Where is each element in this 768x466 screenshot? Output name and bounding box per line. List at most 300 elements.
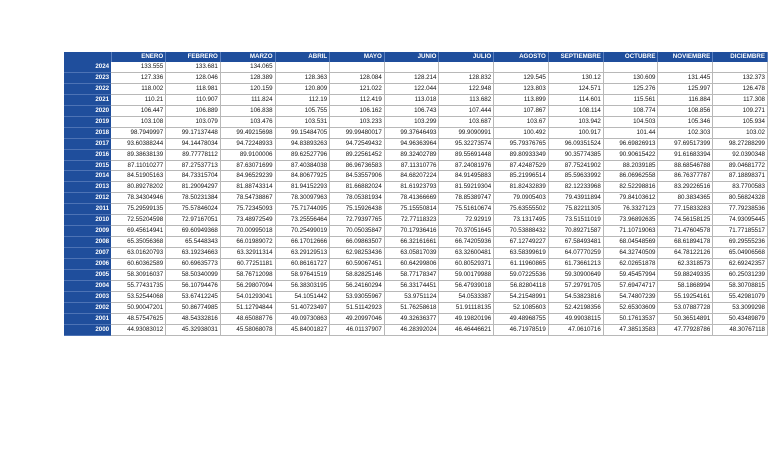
table-cell[interactable]: 65.04906568 (713, 248, 768, 259)
table-cell[interactable]: 50.17613537 (603, 313, 658, 324)
table-cell[interactable]: 47.38513583 (603, 324, 658, 335)
table-cell[interactable]: 58.30708815 (713, 281, 768, 292)
table-cell[interactable]: 84.53557906 (330, 171, 385, 182)
table-cell[interactable]: 49.48968755 (494, 313, 549, 324)
table-cell[interactable]: 45.84001827 (275, 324, 330, 335)
table-cell[interactable]: 56.82804118 (494, 281, 549, 292)
table-cell[interactable]: 75.15550814 (384, 204, 439, 215)
table-cell[interactable]: 61.11960865 (494, 259, 549, 270)
table-cell[interactable]: 72.79397765 (330, 215, 385, 226)
table-cell[interactable]: 63.32600481 (439, 248, 494, 259)
column-header[interactable]: FEBRERO (166, 52, 221, 62)
table-cell[interactable]: 79.84103612 (603, 193, 658, 204)
table-cell[interactable]: 51.40723497 (275, 302, 330, 313)
table-cell[interactable]: 65.5448343 (166, 237, 221, 248)
table-cell[interactable]: 62.02651878 (603, 259, 658, 270)
table-cell[interactable]: 86.06962558 (603, 171, 658, 182)
table-cell[interactable]: 55.42981079 (713, 291, 768, 302)
table-cell[interactable]: 89.04681772 (713, 160, 768, 171)
table-cell[interactable]: 51.12794844 (220, 302, 275, 313)
table-cell[interactable]: 51.76258618 (384, 302, 439, 313)
table-cell[interactable]: 50.86774985 (166, 302, 221, 313)
row-header-year[interactable]: 2010 (64, 215, 111, 226)
table-cell[interactable]: 87.18898371 (713, 171, 768, 182)
table-cell[interactable]: 92.0390348 (713, 149, 768, 160)
table-cell[interactable]: 73.51511019 (548, 215, 603, 226)
table-cell[interactable]: 45.32938031 (166, 324, 221, 335)
table-cell[interactable]: 64.78122126 (658, 248, 713, 259)
table-cell[interactable]: 53.67412245 (166, 291, 221, 302)
row-header-year[interactable]: 2006 (64, 259, 111, 270)
row-header-year[interactable]: 2018 (64, 127, 111, 138)
row-header-year[interactable]: 2014 (64, 171, 111, 182)
table-cell[interactable]: 115.561 (603, 94, 658, 105)
table-cell[interactable]: 70.00995018 (220, 226, 275, 237)
table-cell[interactable] (494, 62, 549, 72)
table-cell[interactable]: 58.97641519 (275, 270, 330, 281)
table-cell[interactable]: 75.15926438 (330, 204, 385, 215)
table-cell[interactable]: 109.271 (713, 105, 768, 116)
table-cell[interactable]: 133.555 (111, 62, 166, 72)
table-cell[interactable]: 72.92919 (439, 215, 494, 226)
table-cell[interactable]: 78.41366669 (384, 193, 439, 204)
table-cell[interactable]: 103.687 (439, 116, 494, 127)
table-cell[interactable]: 83.29226516 (658, 182, 713, 193)
table-cell[interactable]: 107.867 (494, 105, 549, 116)
table-cell[interactable]: 62.69242357 (713, 259, 768, 270)
row-header-year[interactable]: 2023 (64, 72, 111, 83)
table-cell[interactable]: 128.214 (384, 72, 439, 83)
table-cell[interactable]: 94.83893263 (275, 138, 330, 149)
table-cell[interactable]: 111.824 (220, 94, 275, 105)
table-cell[interactable]: 70.25499019 (275, 226, 330, 237)
table-cell[interactable]: 112.419 (330, 94, 385, 105)
table-cell[interactable]: 62.98253436 (330, 248, 385, 259)
table-cell[interactable]: 122.044 (384, 83, 439, 94)
table-cell[interactable]: 103.233 (330, 116, 385, 127)
table-cell[interactable]: 110.907 (166, 94, 221, 105)
row-header-year[interactable]: 2007 (64, 248, 111, 259)
table-cell[interactable]: 125.997 (658, 83, 713, 94)
table-cell[interactable]: 118.002 (111, 83, 166, 94)
table-cell[interactable]: 85.59633992 (548, 171, 603, 182)
table-cell[interactable]: 128.046 (166, 72, 221, 83)
table-cell[interactable]: 122.948 (439, 83, 494, 94)
table-cell[interactable]: 46.28392024 (384, 324, 439, 335)
table-cell[interactable]: 74.56158125 (658, 215, 713, 226)
table-cell[interactable]: 53.93055967 (330, 291, 385, 302)
table-cell[interactable]: 58.76712098 (220, 270, 275, 281)
table-cell[interactable]: 73.96892635 (603, 215, 658, 226)
table-cell[interactable]: 84.51905163 (111, 171, 166, 182)
table-cell[interactable]: 87.27537713 (166, 160, 221, 171)
table-cell[interactable]: 106.889 (166, 105, 221, 116)
row-header-year[interactable]: 2003 (64, 291, 111, 302)
table-cell[interactable]: 63.01620793 (111, 248, 166, 259)
table-cell[interactable]: 60.60362589 (111, 259, 166, 270)
table-cell[interactable]: 113.682 (439, 94, 494, 105)
table-cell[interactable]: 99.49215698 (220, 127, 275, 138)
table-cell[interactable]: 58.50340099 (166, 270, 221, 281)
table-cell[interactable]: 45.58068078 (220, 324, 275, 335)
header-corner[interactable] (64, 52, 111, 62)
table-cell[interactable]: 82.12233968 (548, 182, 603, 193)
table-cell[interactable]: 68.61894178 (658, 237, 713, 248)
table-cell[interactable]: 101.44 (603, 127, 658, 138)
table-cell[interactable]: 75.82211305 (548, 204, 603, 215)
table-cell[interactable]: 49.09730863 (275, 313, 330, 324)
table-cell[interactable]: 47.77928786 (658, 324, 713, 335)
table-cell[interactable]: 93.60388244 (111, 138, 166, 149)
table-cell[interactable]: 71.77185517 (713, 226, 768, 237)
row-header-year[interactable]: 2019 (64, 116, 111, 127)
table-cell[interactable]: 66.01989072 (220, 237, 275, 248)
table-cell[interactable]: 49.99038115 (548, 313, 603, 324)
table-cell[interactable]: 70.17936416 (384, 226, 439, 237)
table-cell[interactable]: 79.43911894 (548, 193, 603, 204)
table-cell[interactable] (275, 62, 330, 72)
table-cell[interactable]: 78.50231384 (166, 193, 221, 204)
table-cell[interactable]: 75.72345093 (220, 204, 275, 215)
table-cell[interactable]: 103.079 (166, 116, 221, 127)
table-cell[interactable]: 96.69826913 (603, 138, 658, 149)
table-cell[interactable]: 103.108 (111, 116, 166, 127)
table-cell[interactable]: 48.54332816 (166, 313, 221, 324)
table-cell[interactable]: 49.32636377 (384, 313, 439, 324)
table-cell[interactable]: 70.89271587 (548, 226, 603, 237)
table-cell[interactable]: 99.17137448 (166, 127, 221, 138)
table-cell[interactable]: 94.72549432 (330, 138, 385, 149)
table-cell[interactable] (330, 62, 385, 72)
table-cell[interactable]: 129.545 (494, 72, 549, 83)
table-cell[interactable]: 84.68207224 (384, 171, 439, 182)
table-cell[interactable]: 54.01293041 (220, 291, 275, 302)
table-cell[interactable]: 56.24160294 (330, 281, 385, 292)
table-cell[interactable]: 69.45614941 (111, 226, 166, 237)
table-cell[interactable]: 89.80933349 (494, 149, 549, 160)
table-cell[interactable]: 58.77178347 (384, 270, 439, 281)
table-cell[interactable]: 47.0610716 (548, 324, 603, 335)
table-cell[interactable] (439, 62, 494, 72)
table-cell[interactable]: 108.114 (548, 105, 603, 116)
table-cell[interactable]: 73.1317495 (494, 215, 549, 226)
table-cell[interactable]: 132.373 (713, 72, 768, 83)
table-cell[interactable]: 84.80677925 (275, 171, 330, 182)
table-cell[interactable]: 81.94152293 (275, 182, 330, 193)
table-cell[interactable]: 120.809 (275, 83, 330, 94)
table-cell[interactable]: 60.64299806 (384, 259, 439, 270)
table-cell[interactable]: 89.32402789 (384, 149, 439, 160)
table-cell[interactable]: 86.96736583 (330, 160, 385, 171)
table-cell[interactable]: 113.899 (494, 94, 549, 105)
column-header[interactable]: ENERO (111, 52, 166, 62)
table-cell[interactable]: 128.389 (220, 72, 275, 83)
table-cell[interactable]: 89.38638139 (111, 149, 166, 160)
table-cell[interactable]: 87.11010277 (111, 160, 166, 171)
table-cell[interactable]: 63.05817039 (384, 248, 439, 259)
table-cell[interactable]: 128.363 (275, 72, 330, 83)
table-cell[interactable]: 75.29599135 (111, 204, 166, 215)
table-cell[interactable]: 72.55204598 (111, 215, 166, 226)
table-cell[interactable]: 124.571 (548, 83, 603, 94)
table-cell[interactable]: 59.45457994 (603, 270, 658, 281)
table-cell[interactable]: 95.32273574 (439, 138, 494, 149)
column-header[interactable]: AGOSTO (494, 52, 549, 62)
table-cell[interactable]: 58.30916037 (111, 270, 166, 281)
table-cell[interactable]: 56.33174451 (384, 281, 439, 292)
table-cell[interactable]: 81.82432839 (494, 182, 549, 193)
table-cell[interactable]: 96.09351524 (548, 138, 603, 149)
table-cell[interactable]: 118.981 (166, 83, 221, 94)
table-cell[interactable]: 71.10719063 (603, 226, 658, 237)
table-cell[interactable]: 57.29791705 (548, 281, 603, 292)
table-cell[interactable]: 89.9100006 (220, 149, 275, 160)
table-cell[interactable]: 79.0905403 (494, 193, 549, 204)
table-cell[interactable]: 80.56824328 (713, 193, 768, 204)
table-cell[interactable]: 112.19 (275, 94, 330, 105)
table-cell[interactable]: 54.21548991 (494, 291, 549, 302)
row-header-year[interactable]: 2012 (64, 193, 111, 204)
table-cell[interactable]: 77.79238536 (713, 204, 768, 215)
table-cell[interactable]: 87.42487529 (494, 160, 549, 171)
table-cell[interactable]: 53.9751124 (384, 291, 439, 302)
table-cell[interactable]: 103.02 (713, 127, 768, 138)
row-header-year[interactable]: 2015 (64, 160, 111, 171)
table-cell[interactable]: 74.93095445 (713, 215, 768, 226)
row-header-year[interactable]: 2020 (64, 105, 111, 116)
table-cell[interactable]: 46.71978519 (494, 324, 549, 335)
table-cell[interactable]: 75.63555502 (494, 204, 549, 215)
table-cell[interactable]: 48.65088776 (220, 313, 275, 324)
table-cell[interactable]: 58.1868994 (658, 281, 713, 292)
table-cell[interactable]: 102.303 (658, 127, 713, 138)
table-cell[interactable]: 78.85389747 (439, 193, 494, 204)
table-cell[interactable]: 130.12 (548, 72, 603, 83)
table-cell[interactable]: 56.10794476 (166, 281, 221, 292)
table-cell[interactable]: 113.018 (384, 94, 439, 105)
table-cell[interactable]: 103.67 (494, 116, 549, 127)
table-cell[interactable] (713, 62, 768, 72)
table-cell[interactable]: 106.447 (111, 105, 166, 116)
table-cell[interactable]: 75.57846024 (166, 204, 221, 215)
table-cell[interactable]: 103.531 (275, 116, 330, 127)
table-cell[interactable] (658, 62, 713, 72)
table-cell[interactable]: 49.20997046 (330, 313, 385, 324)
table-cell[interactable]: 77.15833283 (658, 204, 713, 215)
table-cell[interactable]: 81.59219304 (439, 182, 494, 193)
table-cell[interactable]: 90.90615422 (603, 149, 658, 160)
column-header[interactable]: OCTUBRE (603, 52, 658, 62)
table-cell[interactable]: 68.04548569 (603, 237, 658, 248)
table-cell[interactable]: 84.96529239 (220, 171, 275, 182)
table-cell[interactable]: 78.54738867 (220, 193, 275, 204)
row-header-year[interactable]: 2013 (64, 182, 111, 193)
table-cell[interactable]: 82.52298816 (603, 182, 658, 193)
table-cell[interactable]: 44.93083012 (111, 324, 166, 335)
table-cell[interactable]: 126.478 (713, 83, 768, 94)
table-cell[interactable]: 66.17012666 (275, 237, 330, 248)
table-cell[interactable]: 63.29129513 (275, 248, 330, 259)
table-cell[interactable]: 117.308 (713, 94, 768, 105)
table-cell[interactable]: 51.51142923 (330, 302, 385, 313)
table-cell[interactable]: 103.299 (384, 116, 439, 127)
table-cell[interactable]: 67.12749227 (494, 237, 549, 248)
table-cell[interactable]: 105.755 (275, 105, 330, 116)
table-cell[interactable]: 106.838 (220, 105, 275, 116)
table-cell[interactable]: 98.27288299 (713, 138, 768, 149)
table-cell[interactable]: 127.336 (111, 72, 166, 83)
table-cell[interactable]: 97.69517399 (658, 138, 713, 149)
table-cell[interactable]: 59.00179988 (439, 270, 494, 281)
table-cell[interactable]: 99.99480017 (330, 127, 385, 138)
column-header[interactable]: NOVIEMBRE (658, 52, 713, 62)
table-cell[interactable]: 106.743 (384, 105, 439, 116)
table-cell[interactable]: 60.25031239 (713, 270, 768, 281)
table-cell[interactable]: 72.77118323 (384, 215, 439, 226)
table-cell[interactable]: 87.11310776 (384, 160, 439, 171)
table-cell[interactable]: 98.7949997 (111, 127, 166, 138)
table-cell[interactable]: 94.72248933 (220, 138, 275, 149)
table-cell[interactable]: 59.30900649 (548, 270, 603, 281)
table-cell[interactable]: 60.59067451 (330, 259, 385, 270)
table-cell[interactable]: 87.40384038 (275, 160, 330, 171)
table-cell[interactable]: 116.884 (658, 94, 713, 105)
table-cell[interactable]: 130.609 (603, 72, 658, 83)
table-cell[interactable]: 73.25556464 (275, 215, 330, 226)
table-cell[interactable]: 76.3327123 (603, 204, 658, 215)
table-cell[interactable]: 59.88249335 (658, 270, 713, 281)
table-cell[interactable]: 103.476 (220, 116, 275, 127)
row-header-year[interactable]: 2009 (64, 226, 111, 237)
table-cell[interactable]: 66.74205936 (439, 237, 494, 248)
column-header[interactable]: JUNIO (384, 52, 439, 62)
column-header[interactable]: MAYO (330, 52, 385, 62)
table-cell[interactable]: 73.48972549 (220, 215, 275, 226)
table-cell[interactable]: 83.7700583 (713, 182, 768, 193)
table-cell[interactable]: 99.15484705 (275, 127, 330, 138)
table-cell[interactable]: 123.803 (494, 83, 549, 94)
table-cell[interactable]: 81.61923793 (384, 182, 439, 193)
table-cell[interactable]: 85.21996514 (494, 171, 549, 182)
table-cell[interactable]: 71.47604578 (658, 226, 713, 237)
table-cell[interactable]: 56.47939018 (439, 281, 494, 292)
row-header-year[interactable]: 2004 (64, 281, 111, 292)
table-cell[interactable] (548, 62, 603, 72)
table-cell[interactable]: 69.29555236 (713, 237, 768, 248)
table-cell[interactable]: 48.57547625 (111, 313, 166, 324)
table-cell[interactable]: 78.05381934 (330, 193, 385, 204)
row-header-year[interactable]: 2000 (64, 324, 111, 335)
table-cell[interactable]: 60.86161727 (275, 259, 330, 270)
table-cell[interactable]: 89.22561452 (330, 149, 385, 160)
table-cell[interactable]: 50.36514891 (658, 313, 713, 324)
table-cell[interactable]: 100.917 (548, 127, 603, 138)
table-cell[interactable]: 105.934 (713, 116, 768, 127)
table-cell[interactable]: 75.71744095 (275, 204, 330, 215)
table-cell[interactable]: 52.42198356 (548, 302, 603, 313)
table-cell[interactable]: 105.346 (658, 116, 713, 127)
table-cell[interactable]: 62.3318573 (658, 259, 713, 270)
table-cell[interactable]: 99.37646493 (384, 127, 439, 138)
table-cell[interactable]: 81.29094297 (166, 182, 221, 193)
table-cell[interactable]: 88.68546788 (658, 160, 713, 171)
table-cell[interactable]: 50.43489879 (713, 313, 768, 324)
table-cell[interactable] (384, 62, 439, 72)
table-cell[interactable]: 114.601 (548, 94, 603, 105)
table-cell[interactable]: 99.9090991 (439, 127, 494, 138)
table-cell[interactable]: 53.52544068 (111, 291, 166, 302)
table-cell[interactable]: 78.34304946 (111, 193, 166, 204)
table-cell[interactable]: 128.832 (439, 72, 494, 83)
column-header[interactable]: JULIO (439, 52, 494, 62)
table-cell[interactable]: 63.58399619 (494, 248, 549, 259)
table-cell[interactable]: 49.19820196 (439, 313, 494, 324)
table-cell[interactable]: 56.38303195 (275, 281, 330, 292)
table-cell[interactable]: 107.444 (439, 105, 494, 116)
table-cell[interactable]: 72.97167051 (166, 215, 221, 226)
table-cell[interactable]: 134.065 (220, 62, 275, 72)
table-cell[interactable]: 60.77251181 (220, 259, 275, 270)
table-cell[interactable]: 133.681 (166, 62, 221, 72)
table-cell[interactable]: 94.96363964 (384, 138, 439, 149)
row-header-year[interactable]: 2024 (64, 62, 111, 72)
table-cell[interactable]: 90.35774385 (548, 149, 603, 160)
table-cell[interactable]: 60.80529371 (439, 259, 494, 270)
row-header-year[interactable]: 2011 (64, 204, 111, 215)
table-cell[interactable]: 121.022 (330, 83, 385, 94)
table-cell[interactable]: 70.05035847 (330, 226, 385, 237)
table-cell[interactable]: 59.07225536 (494, 270, 549, 281)
table-cell[interactable]: 104.503 (603, 116, 658, 127)
table-cell[interactable]: 70.53888432 (494, 226, 549, 237)
table-cell[interactable]: 64.32740509 (603, 248, 658, 259)
table-cell[interactable]: 61.73661213 (548, 259, 603, 270)
table-cell[interactable]: 108.856 (658, 105, 713, 116)
table-cell[interactable]: 89.77778112 (166, 149, 221, 160)
table-cell[interactable]: 87.63071699 (220, 160, 275, 171)
row-header-year[interactable]: 2001 (64, 313, 111, 324)
table-cell[interactable]: 53.07887728 (658, 302, 713, 313)
table-cell[interactable]: 57.69474717 (603, 281, 658, 292)
table-cell[interactable]: 64.07770259 (548, 248, 603, 259)
table-cell[interactable]: 95.79376765 (494, 138, 549, 149)
table-cell[interactable]: 88.2039185 (603, 160, 658, 171)
table-cell[interactable]: 54.0533387 (439, 291, 494, 302)
table-cell[interactable]: 67.58493481 (548, 237, 603, 248)
row-header-year[interactable]: 2022 (64, 83, 111, 94)
table-cell[interactable]: 100.492 (494, 127, 549, 138)
table-cell[interactable]: 84.91495883 (439, 171, 494, 182)
table-cell[interactable]: 120.159 (220, 83, 275, 94)
table-cell[interactable]: 63.19234663 (166, 248, 221, 259)
table-cell[interactable]: 66.32161661 (384, 237, 439, 248)
table-cell[interactable]: 69.60949368 (166, 226, 221, 237)
row-header-year[interactable]: 2017 (64, 138, 111, 149)
table-cell[interactable]: 54.53823816 (548, 291, 603, 302)
table-cell[interactable]: 75.51610674 (439, 204, 494, 215)
table-cell[interactable]: 50.90047201 (111, 302, 166, 313)
row-header-year[interactable]: 2005 (64, 270, 111, 281)
table-cell[interactable]: 91.61683394 (658, 149, 713, 160)
table-cell[interactable]: 53.3099298 (713, 302, 768, 313)
column-header[interactable]: SEPTIEMBRE (548, 52, 603, 62)
table-cell[interactable]: 66.09863507 (330, 237, 385, 248)
column-header[interactable]: DICIEMBRE (713, 52, 768, 62)
table-cell[interactable]: 108.774 (603, 105, 658, 116)
table-cell[interactable]: 46.46446621 (439, 324, 494, 335)
table-cell[interactable]: 80.89278202 (111, 182, 166, 193)
table-cell[interactable]: 46.01137907 (330, 324, 385, 335)
